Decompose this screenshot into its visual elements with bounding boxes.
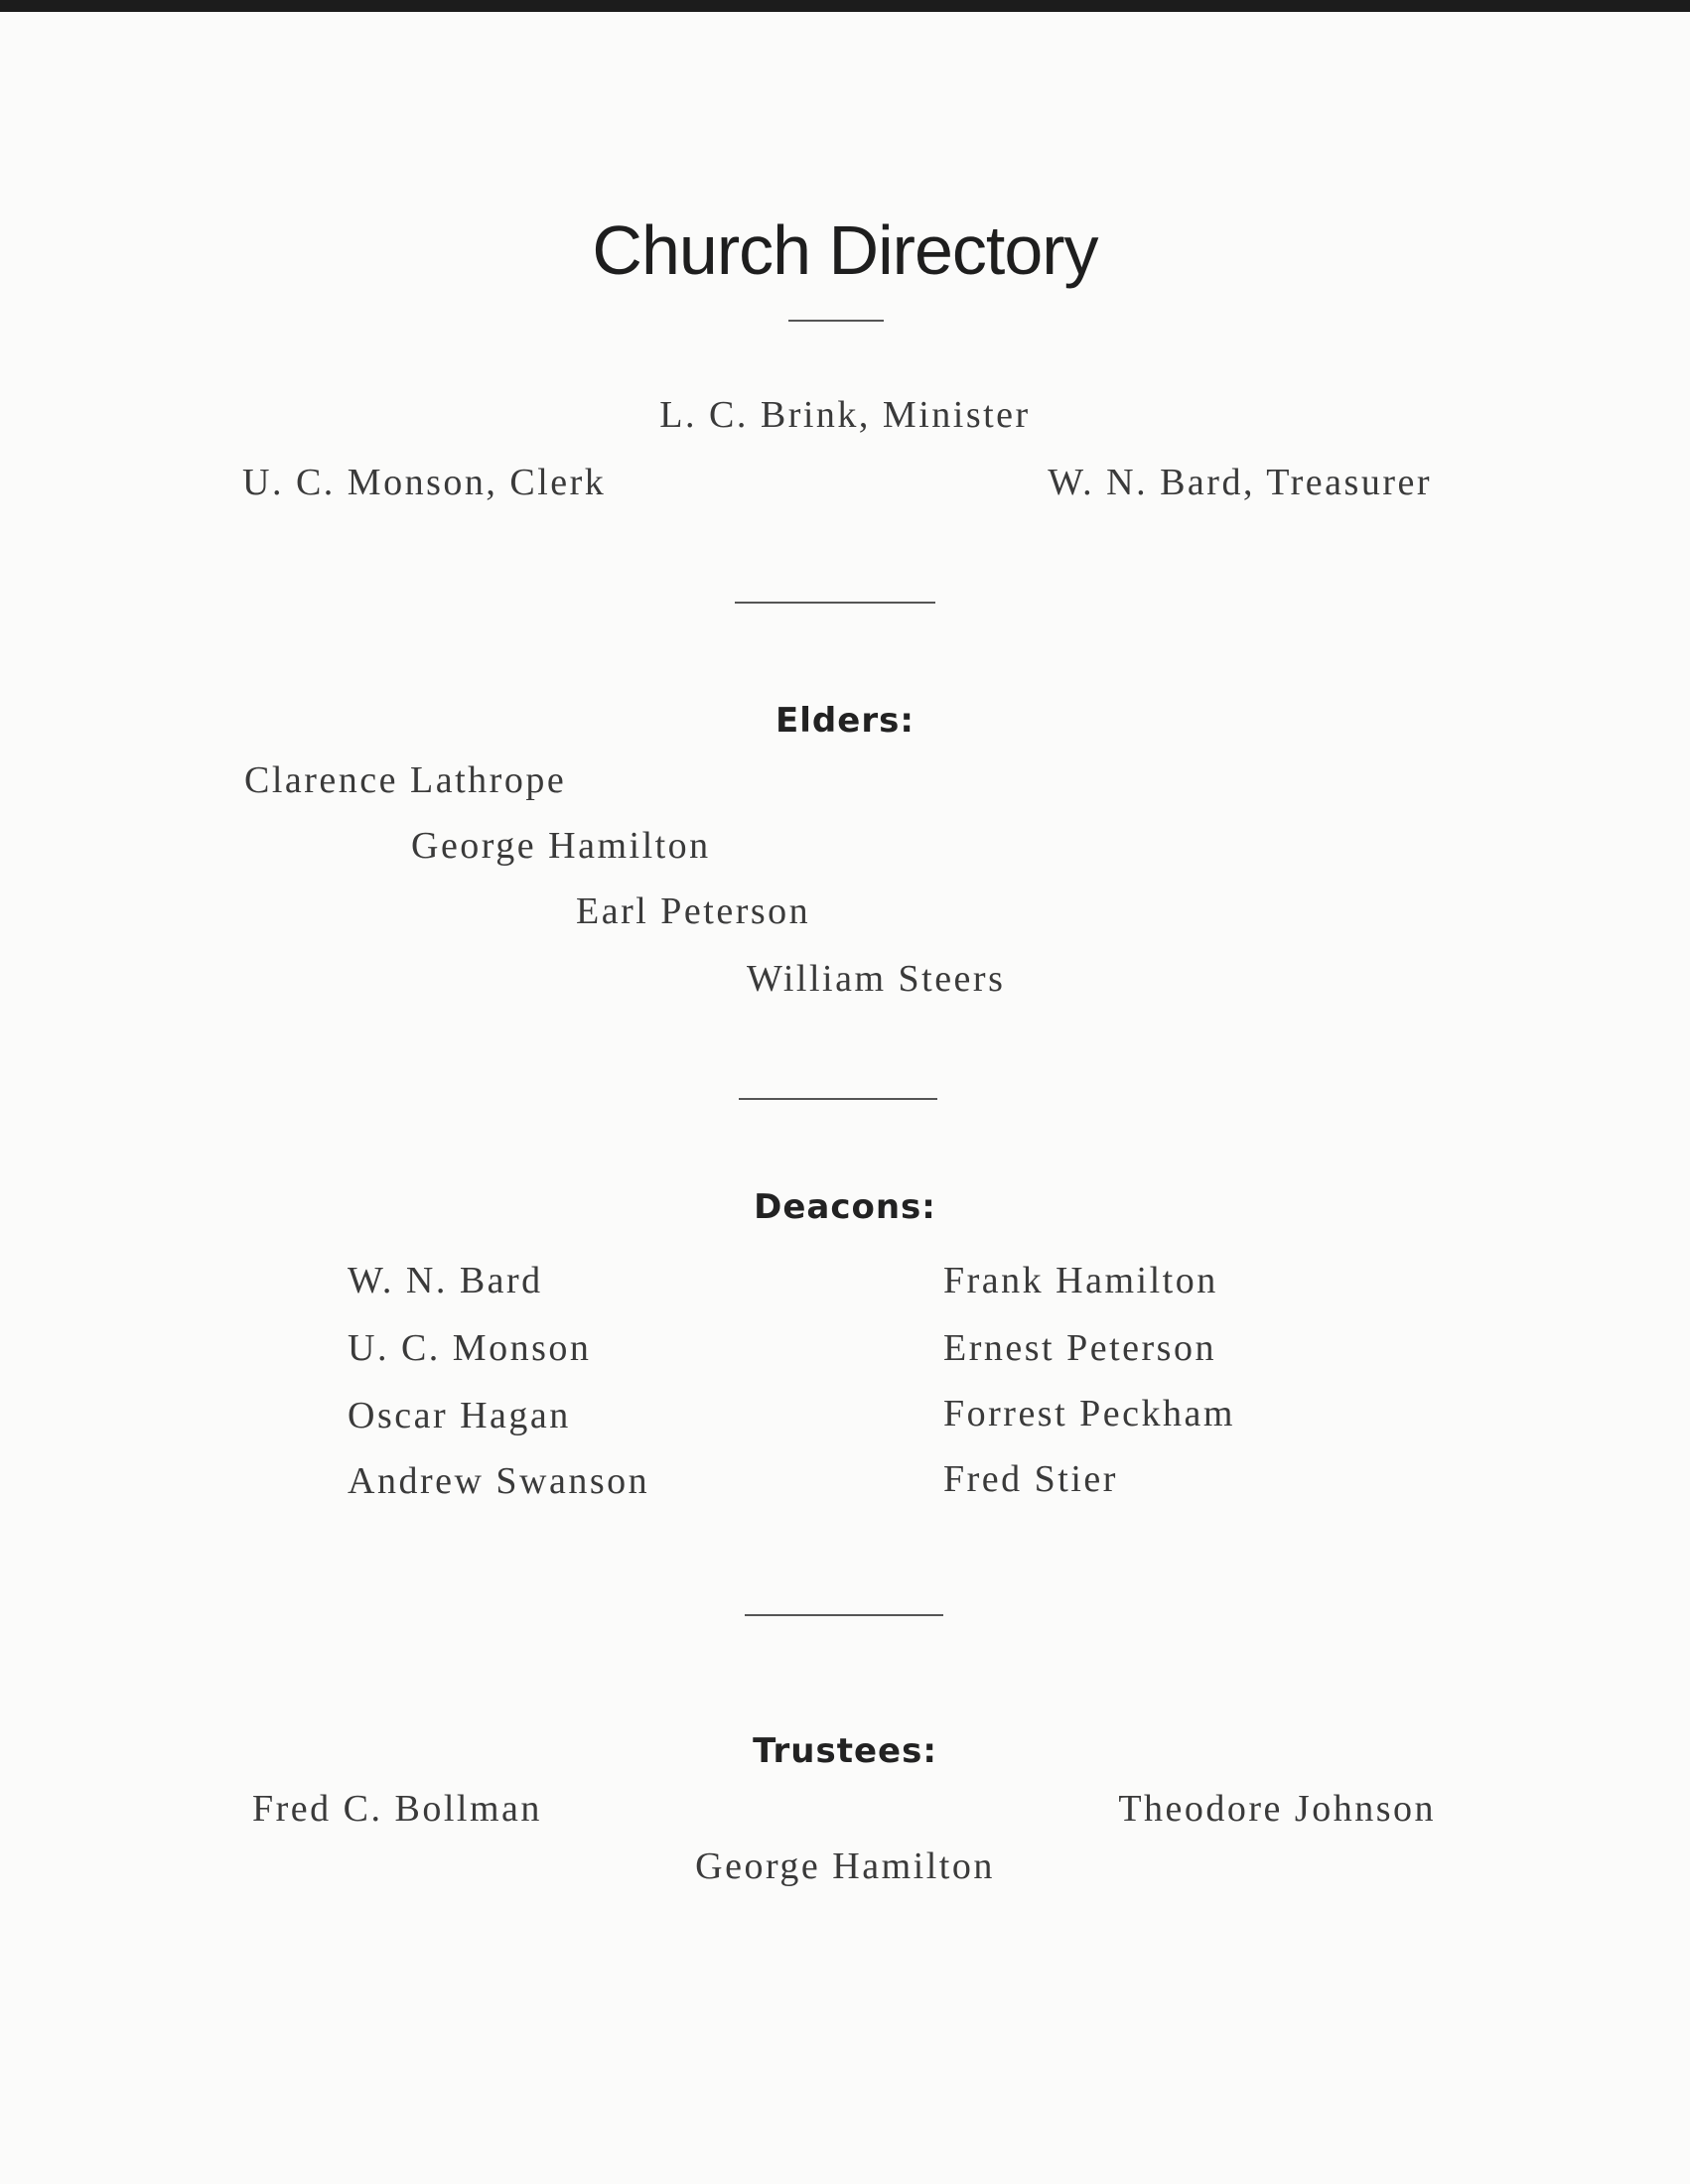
deacon-name: Fred Stier [943,1458,1118,1500]
trustee-name: George Hamilton [695,1845,995,1887]
deacon-name: W. N. Bard [348,1260,543,1301]
directory-page [0,12,1690,2184]
deacon-name: U. C. Monson [348,1327,592,1369]
section-rule [745,1614,943,1616]
section-rule [735,602,935,604]
clerk-line: U. C. Monson, Clerk [242,462,607,503]
trustees-heading: Trustees: [753,1731,937,1771]
page-title: Church Directory [592,211,1098,289]
elder-name: Earl Peterson [576,890,811,932]
deacon-name: Andrew Swanson [348,1460,650,1502]
deacon-name: Frank Hamilton [943,1260,1218,1301]
section-rule [739,1098,937,1100]
deacon-name: Forrest Peckham [943,1393,1235,1434]
elder-name: Clarence Lathrope [244,759,567,801]
deacon-name: Oscar Hagan [348,1395,571,1436]
treasurer-line: W. N. Bard, Treasurer [1048,462,1432,503]
deacon-name: Ernest Peterson [943,1327,1216,1369]
trustee-name: Theodore Johnson [1118,1788,1436,1830]
elder-name: William Steers [747,958,1006,1000]
title-rule [788,320,884,322]
deacons-heading: Deacons: [754,1187,936,1227]
elders-heading: Elders: [775,701,915,741]
trustee-name: Fred C. Bollman [252,1788,542,1830]
minister-line: L. C. Brink, Minister [659,394,1031,436]
page-top-edge [0,0,1690,12]
elder-name: George Hamilton [411,825,711,867]
